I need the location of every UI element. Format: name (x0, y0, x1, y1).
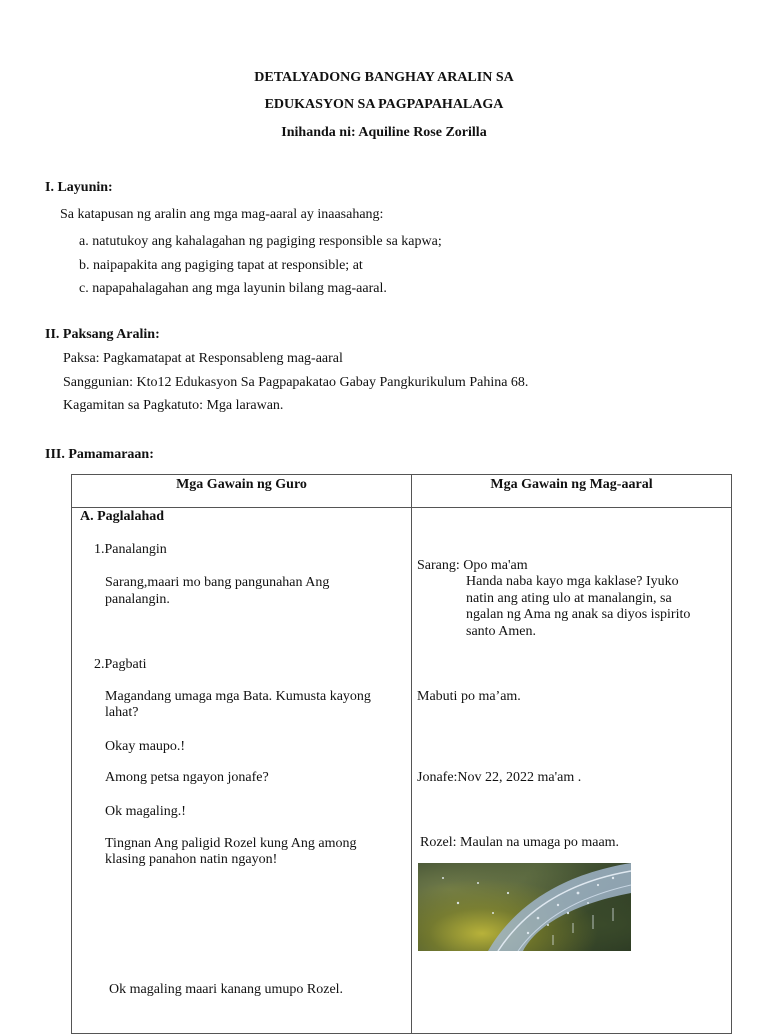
section-i-heading (45, 179, 113, 196)
student-sarang-reply: Sarang: Opo ma'am (417, 558, 528, 573)
objective-item-a: a. natutukoy ang kahalagahan ng pagiging responsible sa kapwa; (79, 234, 442, 249)
teacher-greeting-line2: lahat? (105, 705, 139, 720)
document-title-line2: EDUKASYON SA PAGPAPAHALAGA (264, 97, 504, 112)
student-rozel-reply: Rozel: Maulan na umaga po maam. (420, 835, 620, 850)
student-jonafe-reply: Jonafe:Nov 22, 2022 ma'am . (417, 770, 582, 785)
teacher-okay-maupo: Okay maupo.! (105, 739, 186, 754)
teacher-weather-line1: Tingnan Ang paligid Rozel kung Ang among (105, 836, 357, 851)
student-prayer-line1: Handa naba kayo mga kaklase? Iyuko (466, 574, 679, 589)
panalangin-label: 1.Panalangin (94, 542, 167, 557)
teacher-weather-line2: klasing panahon natin ngayon! (105, 852, 278, 867)
table-header-divider (72, 507, 731, 508)
kagamitan-line: Kagamitan sa Pagkatuto: Mga larawan. (63, 398, 284, 413)
student-prayer-line3: ngalan ng Ama ng anak sa diyos ispirito (466, 607, 691, 622)
section-i-number: I (45, 180, 51, 195)
student-prayer-line4: santo Amen. (466, 624, 536, 639)
paksa-line: Paksa: Pagkamatapat at Responsableng mag-aaral (63, 351, 343, 366)
umbrella-illustration (418, 863, 631, 951)
objective-item-b: b. naipapakita ang pagiging tapat at responsible; at (79, 258, 363, 273)
objectives-intro: Sa katapusan ng aralin ang mga mag-aaral ay inaasahang: (60, 207, 384, 222)
section-i-label: . Layunin: (50, 180, 113, 195)
student-mabuti-reply: Mabuti po ma’am. (417, 689, 521, 704)
section-ii-heading: II. Paksang Aralin: (45, 327, 160, 342)
teacher-date-question: Among petsa ngayon jonafe? (105, 770, 269, 785)
procedure-table (71, 474, 732, 1034)
part-a-heading: A. Paglalahad (80, 509, 165, 524)
pagbati-label: 2.Pagbati (94, 657, 147, 672)
teacher-greeting-line1: Magandang umaga mga Bata. Kumusta kayong (105, 689, 371, 704)
teacher-final-line: Ok magaling maari kanang umupo Rozel. (109, 982, 344, 997)
teacher-column-header: Mga Gawain ng Guro (176, 477, 307, 492)
teacher-sarang-line1: Sarang,maari mo bang pangunahan Ang (105, 575, 330, 590)
table-column-divider (411, 475, 412, 1033)
student-prayer-line2: natin ang ating ulo at manalangin, sa (466, 591, 672, 606)
teacher-ok-magaling: Ok magaling.! (105, 804, 186, 819)
sanggunian-line: Sanggunian: Kto12 Edukasyon Sa Pagpapakatao Gabay Pangkurikulum Pahina 68. (63, 375, 529, 390)
teacher-sarang-line2: panalangin. (105, 592, 170, 607)
section-iii-heading: III. Pamamaraan: (45, 447, 154, 462)
prepared-by: Inihanda ni: Aquiline Rose Zorilla (281, 125, 487, 140)
rain-umbrella-image (418, 863, 631, 951)
objective-item-c: c. napapahalagahan ang mga layunin bilang mag-aaral. (79, 281, 387, 296)
document-title-line1: DETALYADONG BANGHAY ARALIN SA (254, 70, 514, 85)
student-column-header: Mga Gawain ng Mag-aaral (490, 477, 653, 492)
